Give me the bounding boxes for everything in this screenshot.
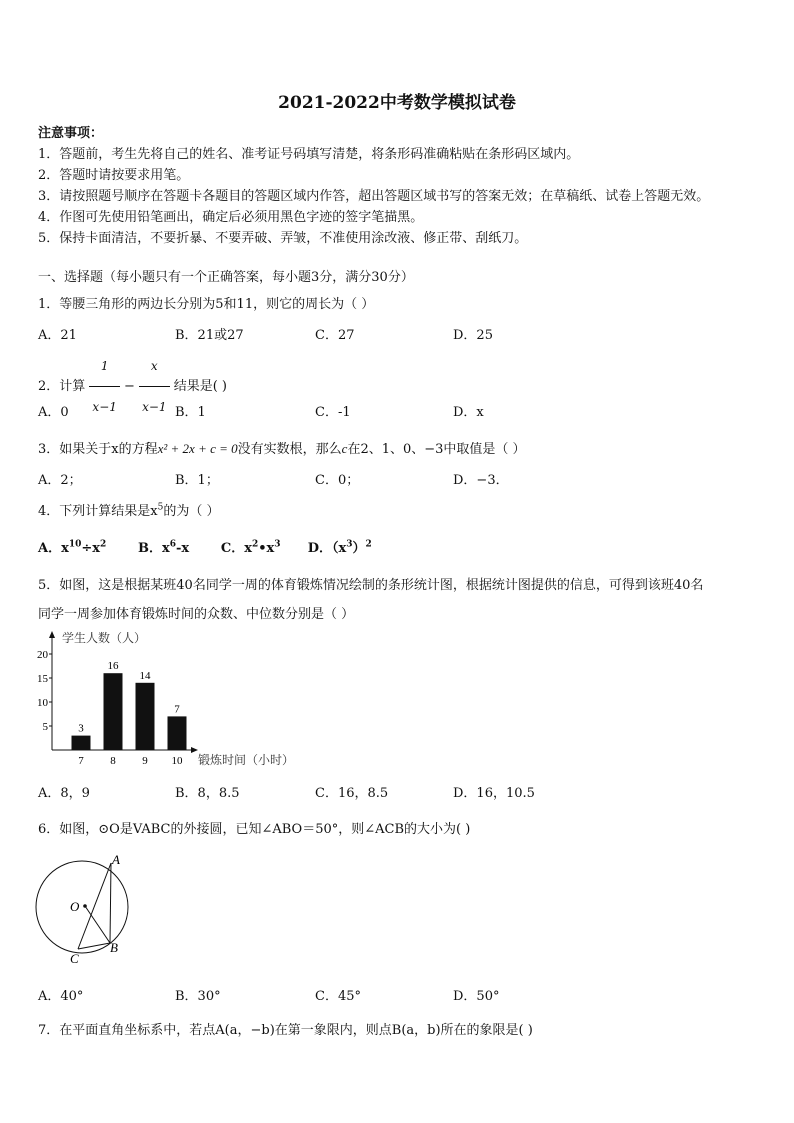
q3-option-c: C．0；: [315, 473, 360, 488]
question-3-stem: [38, 438, 526, 457]
q2-option-c: C．-1: [315, 405, 351, 420]
q1-option-c: C．27: [315, 328, 355, 343]
notice-item: 1．答题前，考生先将自己的姓名、准考证号码填写清楚，将条形码准确粘贴在条形码区域内。: [38, 147, 580, 162]
circle-figure: [30, 848, 140, 968]
label-a: A: [112, 852, 120, 867]
q4-option-d-base: D．（x: [307, 541, 347, 556]
fraction-2: [139, 346, 169, 427]
minus-sign: −: [124, 379, 135, 394]
q4-option-d-exp2: 2: [365, 539, 372, 550]
q4-option-b: [138, 541, 189, 556]
q4-option-c-exp2: 3: [274, 539, 281, 550]
q3-option-d: D．−3．: [453, 473, 509, 488]
bar-value-label: 16: [107, 660, 119, 673]
x-tick-label: 9: [142, 755, 148, 767]
segment-ab: [110, 863, 111, 943]
q2-prefix: 2．计算: [38, 379, 86, 394]
q5-option-a: A．8，9: [38, 786, 90, 801]
x-axis-label: 锻炼时间（小时）: [198, 753, 295, 767]
q3-middle: 没有实数根，那么: [237, 442, 342, 457]
question-6-stem: 6．如图，⊙O是VABC的外接圆，已知∠ABO＝50°，则∠ACB的大小为( ): [38, 822, 471, 837]
q5-option-d: D．16，10.5: [453, 786, 535, 801]
q3-suffix: 在2、1、0、−3中取值是（ ）: [347, 442, 526, 457]
bar-chart: [30, 628, 330, 773]
q1-option-a: A．21: [38, 328, 77, 343]
q4-options: [38, 537, 372, 556]
question-5-line-2: 同学一周参加体育锻炼时间的众数、中位数分别是（ ）: [38, 607, 355, 622]
q4-stem-exponent: 5: [157, 502, 164, 513]
q2-suffix: 结果是( ): [173, 379, 227, 394]
label-c: C: [70, 951, 79, 966]
q5-option-c: C．16，8.5: [315, 786, 389, 801]
fraction-2-denominator: x−1: [142, 400, 167, 414]
y-tick-label: 5: [42, 721, 48, 733]
question-1-stem: 1．等腰三角形的两边长分别为5和11，则它的周长为（ ）: [38, 297, 375, 312]
bar-value-label: 7: [174, 703, 180, 716]
notice-item: 4．作图可先使用铅笔画出，确定后必须用黑色字迹的签字笔描黑。: [38, 210, 424, 225]
bar-8: [104, 673, 123, 750]
bar-7: [72, 736, 91, 750]
q2-option-b: B．1: [175, 405, 206, 420]
q4-stem-base: x: [150, 504, 158, 519]
y-tick-label: 15: [37, 673, 48, 685]
q2-option-a: A．0: [38, 405, 69, 420]
segment-ob: [85, 906, 110, 943]
q4-option-a-base: A．x: [38, 541, 69, 556]
x-axis-arrow: [191, 747, 198, 753]
label-o: O: [70, 899, 80, 914]
q4-option-b-base: B．x: [137, 541, 170, 556]
notice-item: 5．保持卡面清洁，不要折暴、不要弄破、弄皱，不准使用涂改液、修正带、刮纸刀。: [38, 231, 528, 246]
q4-option-a-mid: ÷x: [81, 541, 101, 556]
segment-cb: [78, 943, 110, 949]
segment-ac: [78, 863, 111, 949]
y-tick-label: 10: [37, 697, 48, 709]
q4-option-a-exp2: 2: [100, 539, 107, 550]
q2-option-d: D．x: [453, 405, 484, 420]
q4-option-a-exp1: 10: [68, 539, 82, 550]
fraction-1: [89, 346, 119, 427]
q4-option-a: [38, 541, 106, 556]
q1-option-b: B．21或27: [175, 328, 244, 343]
bar-value-label: 14: [139, 669, 151, 682]
q3-equation: x² + 2x + c = 0: [157, 441, 238, 456]
q4-option-b-mid: -x: [176, 541, 190, 556]
question-7-stem: 7．在平面直角坐标系中，若点A(a，−b)在第一象限内，则点B(a，b)所在的象限是( ): [38, 1023, 533, 1038]
q6-option-b: B．30°: [175, 989, 221, 1004]
q6-option-a: A．40°: [38, 989, 84, 1004]
notice-item: 3．请按照题号顺序在答题卡各题目的答题区域内作答，超出答题区域书写的答案无效；在草稿纸、试卷上答题无效。: [38, 189, 710, 204]
q4-stem-suffix: 的为（ ）: [163, 504, 220, 519]
fraction-2-numerator: x: [139, 346, 169, 387]
y-axis-label: 学生人数（人）: [62, 631, 147, 645]
x-tick-label: 8: [110, 755, 116, 767]
bar-value-label: 3: [78, 722, 84, 735]
y-tick-label: 20: [37, 649, 48, 661]
x-tick-label: 10: [171, 755, 183, 767]
section-heading: 一、选择题（每小题只有一个正确答案，每小题3分，满分30分）: [38, 270, 414, 285]
q4-option-c-exp1: 2: [251, 539, 259, 550]
q3-option-b: B．1；: [175, 473, 219, 488]
q3-prefix: 3．如果关于x的方程: [38, 442, 158, 457]
q4-stem-prefix: 4．下列计算结果是: [38, 504, 151, 519]
page-title: 2021-2022中考数学模拟试卷: [278, 93, 516, 113]
bar-10: [168, 716, 187, 750]
q3-option-a: A．2；: [38, 473, 82, 488]
q3-variable: c: [341, 441, 348, 456]
q4-option-d: [308, 541, 372, 556]
q6-option-d: D．50°: [453, 989, 500, 1004]
fraction-1-denominator: x−1: [92, 400, 117, 414]
q4-option-c: [221, 541, 281, 556]
question-4-stem: [38, 500, 220, 519]
notice-item: 2．答题时请按要求用笔。: [38, 168, 190, 183]
question-5-line-1: 5．如图，这是根据某班40名同学一周的体育锻炼情况绘制的条形统计图，根据统计图提供的信息，可得到该班40名: [38, 578, 704, 593]
x-tick-label: 7: [78, 755, 84, 767]
center-point: [83, 904, 87, 908]
q4-option-c-mid: •x: [258, 541, 275, 556]
fraction-1-numerator: 1: [89, 346, 119, 387]
q6-option-c: C．45°: [315, 989, 361, 1004]
y-axis-arrow: [49, 631, 55, 638]
notice-heading: 注意事项：: [38, 126, 104, 141]
q4-option-d-mid: ）: [352, 541, 366, 556]
q4-option-c-base: C．x: [220, 541, 252, 556]
bar-9: [136, 683, 155, 750]
q4-option-d-exp1: 3: [346, 539, 353, 550]
q5-option-b: B．8，8.5: [175, 786, 240, 801]
label-b: B: [110, 940, 118, 955]
q4-option-b-exp1: 6: [169, 539, 176, 550]
q1-option-d: D．25: [453, 328, 493, 343]
